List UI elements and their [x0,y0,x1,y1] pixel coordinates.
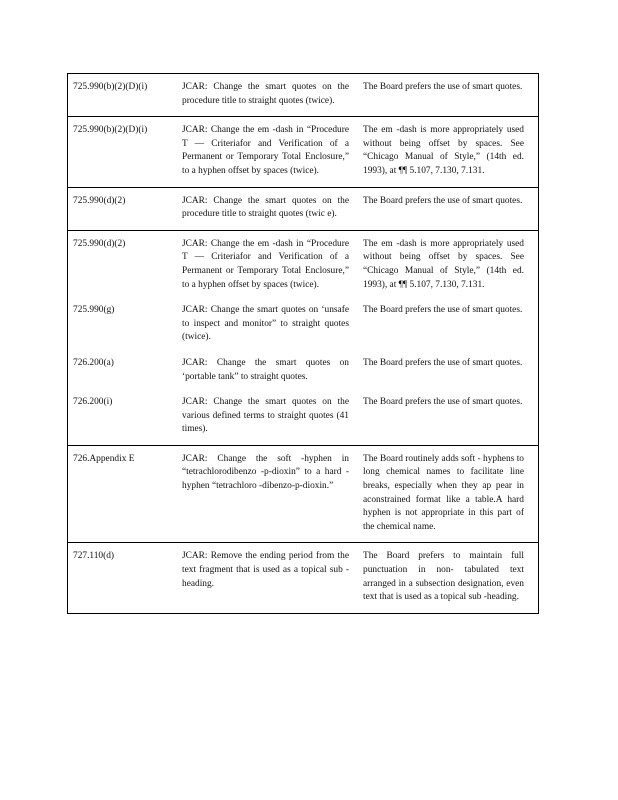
change-cell: JCAR: Remove the ending period from the text fragment that is used as a topical sub -heading. [180,543,363,613]
response-cell: The Board prefers to maintain full punctuation in non- tabulated text arranged in a subsection designation, even text that is used as a topical sub -heading. [363,543,539,613]
table-row [68,543,539,613]
change-cell: JCAR: Change the smart quotes on the procedure title to straight quotes (twic e). [180,187,363,230]
section-cell: 725.990(b)(2)(D)(i) [68,117,181,187]
section-cell: 725.990(d)(2) [68,230,181,292]
table-row [68,187,539,230]
table-row [68,345,539,384]
change-cell: JCAR: Change the em -dash in “Procedure T — Criteriafor and Verification of a Permanent or Temporary Total Enclosure,” to a hyphen offset by spaces (twice). [180,230,363,292]
table-row [68,74,539,117]
section-cell: 725.990(d)(2) [68,187,181,230]
response-cell: The Board prefers the use of smart quotes. [363,345,539,384]
table-row [68,384,539,445]
change-cell: JCAR: Change the soft -hyphen in “tetrachlorodibenzo -p-dioxin” to a hard -hyphen “tetrachloro -dibenzo-p-dioxin.” [180,445,363,543]
response-cell: The Board prefers the use of smart quotes. [363,384,539,445]
table-row [68,117,539,187]
response-cell: The Board prefers the use of smart quotes. [363,74,539,117]
section-cell: 727.110(d) [68,543,181,613]
comments-table [67,73,539,614]
change-cell: JCAR: Change the smart quotes on ‘portable tank” to straight quotes. [182,357,349,382]
change-cell: JCAR: Change the smart quotes on ‘unsafe to inspect and monitor” to straight quotes (twice). [182,305,349,343]
response-cell: The Board prefers the use of smart quotes. [363,187,539,230]
change-cell: JCAR: Change the smart quotes on the procedure title to straight quotes (twice). [180,74,363,117]
response-cell: The Board routinely adds soft - hyphens to long chemical names to facilitate line breaks, especially when they ap pear in aconstrained format like a table.A hard hyphen is not appropriate in this part of the chemical name. [363,445,539,543]
response-cell: The em -dash is more appropriately used without being offset by spaces. See “Chicago Manual of Style,” (14th ed. 1993), at ¶¶ 5.107, 7.130, 7.131. [363,117,539,187]
table-row [68,292,539,345]
section-cell: 726.200(a) [68,345,181,384]
change-cell: JCAR: Change the em -dash in “Procedure T — Criteriafor and Verification of a Permanent or Temporary Total Enclosure,” to a hyphen offset by spaces (twice). [180,117,363,187]
section-cell: 725.990(g) [68,292,181,345]
section-cell: 726.Appendix E [68,445,181,543]
response-cell: The Board prefers the use of smart quotes. [363,292,539,345]
response-cell: The em -dash is more appropriately used without being offset by spaces. See “Chicago Manual of Style,” (14th ed. 1993), at ¶¶ 5.107, 7.130, 7.131. [363,230,539,292]
table-row [68,445,539,543]
section-cell: 726.200(i) [68,384,181,445]
table-row [68,230,539,292]
section-cell: 725.990(b)(2)(D)(i) [68,74,181,117]
change-cell: JCAR: Change the smart quotes on the various defined terms to straight quotes (41 times). [180,384,363,445]
